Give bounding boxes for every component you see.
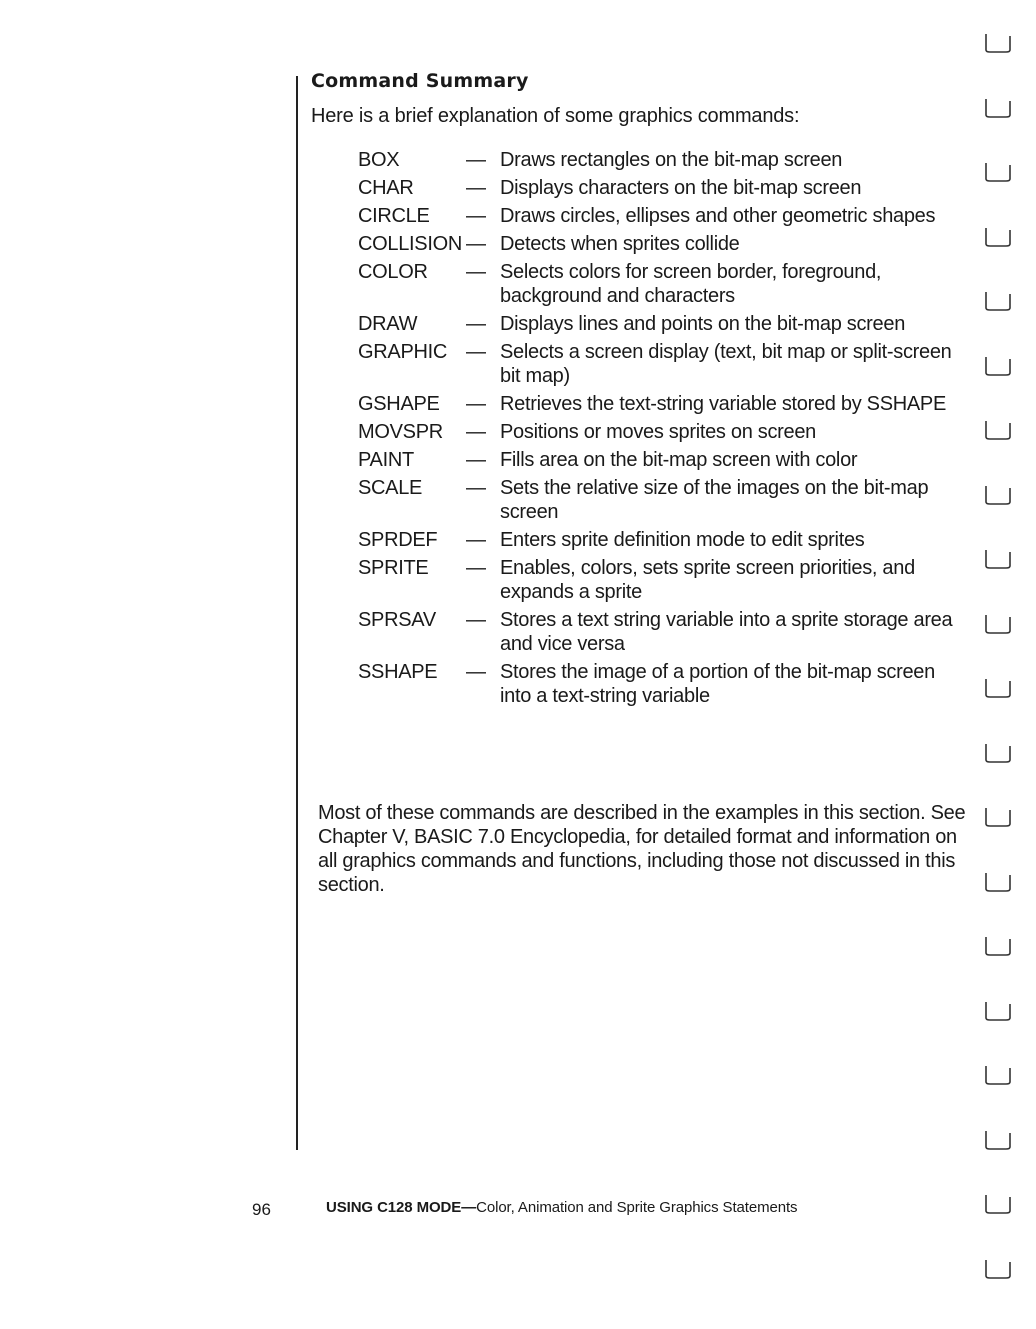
command-dash: — bbox=[466, 341, 486, 363]
command-description: Stores a text string variable into a sprite storage area and vice versa bbox=[500, 609, 953, 655]
command-dash: — bbox=[466, 661, 486, 683]
command-row bbox=[358, 176, 958, 200]
binder-hole-icon bbox=[982, 804, 1012, 828]
command-dash: — bbox=[466, 313, 486, 335]
binder-hole-icon bbox=[982, 611, 1012, 635]
binder-hole-icon bbox=[982, 1191, 1012, 1215]
command-row bbox=[358, 312, 958, 336]
command-name: CHAR bbox=[358, 177, 414, 199]
binder-hole-icon bbox=[982, 1127, 1012, 1151]
closing-paragraph: Most of these commands are described in the examples in this section. See Chapter V, BASIC 7.0 Encyclopedia, for detailed format and information on all graphics commands and functions, including those not discussed in this section. bbox=[318, 802, 966, 896]
command-dash: — bbox=[466, 149, 486, 171]
command-dash: — bbox=[466, 421, 486, 443]
command-description: Displays characters on the bit-map screen bbox=[500, 177, 862, 199]
binder-hole-icon bbox=[982, 482, 1012, 506]
command-name: SPRITE bbox=[358, 557, 429, 579]
binder-holes bbox=[982, 30, 1022, 1320]
binder-hole-icon bbox=[982, 95, 1012, 119]
command-name: SSHAPE bbox=[358, 661, 438, 683]
command-row bbox=[358, 556, 958, 604]
command-dash: — bbox=[466, 529, 486, 551]
command-name: DRAW bbox=[358, 313, 418, 335]
command-name: GRAPHIC bbox=[358, 341, 448, 363]
command-description: Selects colors for screen border, foreground, background and characters bbox=[500, 261, 882, 307]
command-description: Retrieves the text-string variable stored by SSHAPE bbox=[500, 393, 947, 415]
command-dash: — bbox=[466, 177, 486, 199]
command-name: BOX bbox=[358, 149, 400, 171]
command-description: Positions or moves sprites on screen bbox=[500, 421, 817, 443]
command-description: Enters sprite definition mode to edit sprites bbox=[500, 529, 865, 551]
command-description: Sets the relative size of the images on the bit-map screen bbox=[500, 477, 929, 523]
command-dash: — bbox=[466, 205, 486, 227]
binder-hole-icon bbox=[982, 740, 1012, 764]
command-description: Enables, colors, sets sprite screen priorities, and expands a sprite bbox=[500, 557, 915, 603]
command-row bbox=[358, 260, 958, 308]
command-description: Fills area on the bit-map screen with color bbox=[500, 449, 858, 471]
command-row bbox=[358, 528, 958, 552]
command-description: Stores the image of a portion of the bit-map screen into a text-string variable bbox=[500, 661, 935, 707]
command-row bbox=[358, 340, 958, 388]
binder-hole-icon bbox=[982, 675, 1012, 699]
margin-rule bbox=[296, 76, 298, 1150]
section-heading: Command Summary bbox=[311, 70, 529, 92]
command-dash: — bbox=[466, 233, 486, 255]
command-row bbox=[358, 608, 958, 656]
command-description: Detects when sprites collide bbox=[500, 233, 740, 255]
binder-hole-icon bbox=[982, 224, 1012, 248]
command-row bbox=[358, 448, 958, 472]
command-name: COLLISION bbox=[358, 233, 462, 255]
binder-hole-icon bbox=[982, 869, 1012, 893]
binder-hole-icon bbox=[982, 1256, 1012, 1280]
footer-title-rest: Color, Animation and Sprite Graphics Statements bbox=[476, 1199, 798, 1216]
command-dash: — bbox=[466, 609, 486, 631]
binder-hole-icon bbox=[982, 288, 1012, 312]
binder-hole-icon bbox=[982, 30, 1012, 54]
command-description: Displays lines and points on the bit-map screen bbox=[500, 313, 906, 335]
binder-hole-icon bbox=[982, 546, 1012, 570]
command-name: SCALE bbox=[358, 477, 423, 499]
command-name: SPRSAV bbox=[358, 609, 436, 631]
page-number: 96 bbox=[252, 1200, 271, 1219]
binder-hole-icon bbox=[982, 933, 1012, 957]
binder-hole-icon bbox=[982, 353, 1012, 377]
command-row bbox=[358, 420, 958, 444]
binder-hole-icon bbox=[982, 417, 1012, 441]
command-description: Draws circles, ellipses and other geometric shapes bbox=[500, 205, 936, 227]
command-name: SPRDEF bbox=[358, 529, 438, 551]
command-row bbox=[358, 232, 958, 256]
footer-title-bold: USING C128 MODE— bbox=[326, 1199, 477, 1216]
running-footer bbox=[326, 1199, 797, 1216]
command-row bbox=[358, 476, 958, 524]
command-name: COLOR bbox=[358, 261, 428, 283]
command-description: Selects a screen display (text, bit map or split-screen bit map) bbox=[500, 341, 952, 387]
command-dash: — bbox=[466, 449, 486, 471]
command-row bbox=[358, 148, 958, 172]
command-row bbox=[358, 660, 958, 708]
command-description: Draws rectangles on the bit-map screen bbox=[500, 149, 843, 171]
command-name: PAINT bbox=[358, 449, 414, 471]
binder-hole-icon bbox=[982, 1062, 1012, 1086]
binder-hole-icon bbox=[982, 998, 1012, 1022]
command-row bbox=[358, 392, 958, 416]
binder-hole-icon bbox=[982, 159, 1012, 183]
intro-text: Here is a brief explanation of some graphics commands: bbox=[311, 105, 800, 127]
command-name: CIRCLE bbox=[358, 205, 430, 227]
command-name: MOVSPR bbox=[358, 421, 443, 443]
command-name: GSHAPE bbox=[358, 393, 440, 415]
command-dash: — bbox=[466, 477, 486, 499]
command-dash: — bbox=[466, 393, 486, 415]
command-row bbox=[358, 204, 958, 228]
command-dash: — bbox=[466, 557, 486, 579]
command-list bbox=[358, 148, 958, 712]
command-dash: — bbox=[466, 261, 486, 283]
